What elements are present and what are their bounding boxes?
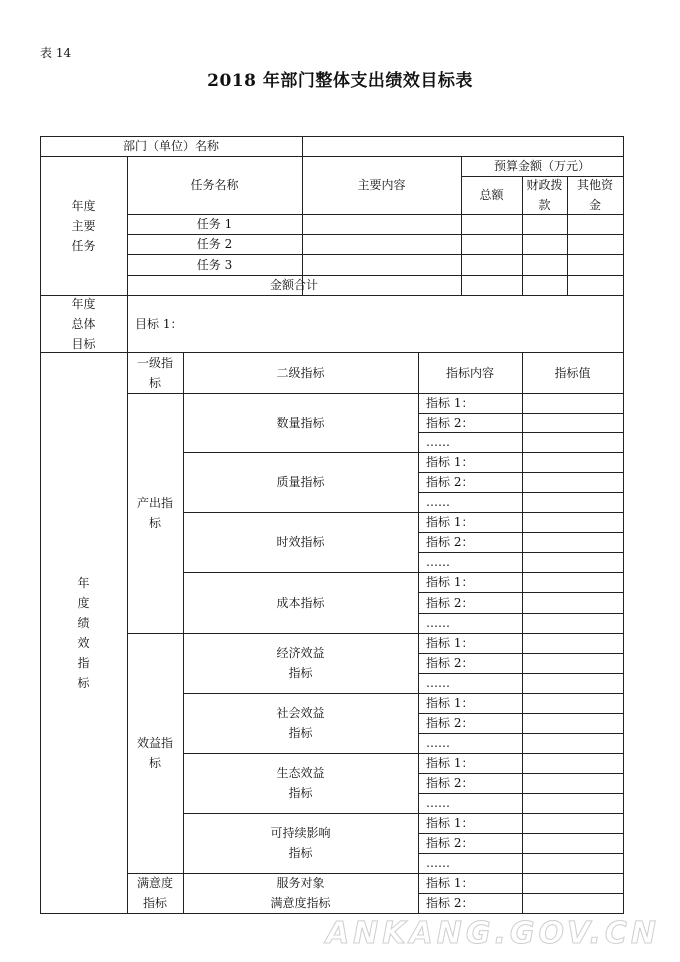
- dept-name-label: 部门（单位）名称: [122, 139, 219, 153]
- indicator-item: ……: [426, 736, 450, 750]
- level1-header: 一级指 标: [136, 355, 173, 390]
- other-funds-header: 其他资 金: [576, 178, 613, 212]
- level2-indicator-name: 质量指标: [276, 475, 325, 489]
- value-header: 指标值: [554, 365, 591, 380]
- level2-indicator-name: 经济效益 指标: [276, 646, 325, 680]
- main-content-header: 主要内容: [357, 178, 406, 192]
- indicator-item: 指标 1：: [426, 515, 474, 529]
- indicator-item: ……: [426, 856, 450, 870]
- indicator-item: 指标 2：: [426, 896, 474, 910]
- indicator-item: 指标 2：: [426, 475, 474, 489]
- benefit-indicator-label: 效益指 标: [136, 736, 173, 770]
- level2-indicator-name: 可持续影响 指标: [270, 826, 331, 860]
- indicator-item: ……: [426, 495, 450, 509]
- indicator-item: 指标 1：: [426, 756, 474, 770]
- task-row-label: 任务 2: [196, 237, 233, 251]
- level2-indicator-name: 成本指标: [276, 595, 325, 610]
- indicator-item: ……: [426, 796, 450, 810]
- indicator-item: 指标 2：: [426, 656, 474, 670]
- satisfaction-indicator-label: 满意度 指标: [136, 876, 173, 910]
- indicator-item: 指标 1：: [426, 816, 474, 830]
- level2-indicator-name: 时效指标: [276, 535, 325, 549]
- indicator-item: 指标 1：: [426, 396, 474, 410]
- level2-indicator-name: 数量指标: [276, 415, 325, 430]
- indicator-item: 指标 2：: [426, 836, 474, 850]
- table-number: 表 14: [40, 46, 72, 60]
- indicator-item: 指标 1：: [426, 455, 474, 469]
- indicator-item: 指标 1：: [426, 575, 474, 589]
- indicator-item: 指标 2：: [426, 535, 474, 549]
- indicator-item: 指标 2：: [426, 415, 474, 430]
- indicator-item: 指标 1：: [426, 876, 474, 890]
- annual-tasks-label: 年度 主要 任务: [71, 198, 96, 253]
- fiscal-header: 财政拨 款: [526, 178, 563, 212]
- page-title: 2018 年部门整体支出绩效目标表: [207, 71, 473, 91]
- level2-header: 二级指标: [276, 365, 325, 380]
- indicator-item: ……: [426, 616, 450, 630]
- rule-v: [302, 136, 303, 157]
- content-header: 指标内容: [445, 365, 494, 380]
- total-header: 总额: [479, 188, 504, 202]
- amount-total-label: 金额合计: [269, 278, 318, 292]
- indicator-item: ……: [426, 435, 450, 449]
- task-row-label: 任务 1: [196, 217, 233, 231]
- indicator-item: 指标 2：: [426, 595, 474, 610]
- level2-indicator-name: 服务对象 满意度指标: [270, 876, 331, 910]
- indicator-item: 指标 2：: [426, 776, 474, 790]
- level2-indicator-name: 生态效益 指标: [276, 766, 325, 800]
- indicator-item: ……: [426, 555, 450, 569]
- output-indicator-label: 产出指 标: [136, 496, 173, 530]
- level2-indicator-name: 社会效益 指标: [276, 706, 325, 740]
- goal-1-label: 目标 1：: [135, 316, 183, 331]
- watermark: ANKANG.GOV.CN: [325, 916, 660, 951]
- indicator-item: 指标 2：: [426, 716, 474, 730]
- task-row-label: 任务 3: [196, 257, 233, 272]
- overall-goal-label: 年度 总体 目标: [71, 296, 96, 351]
- budget-amount-header: 预算金额（万元）: [493, 159, 590, 173]
- indicator-item: 指标 1：: [426, 696, 474, 710]
- indicator-item: 指标 1：: [426, 636, 474, 650]
- annual-performance-label: 年 度 绩 效 指 标: [77, 575, 90, 690]
- indicator-item: ……: [426, 676, 450, 690]
- task-name-header: 任务名称: [190, 178, 239, 192]
